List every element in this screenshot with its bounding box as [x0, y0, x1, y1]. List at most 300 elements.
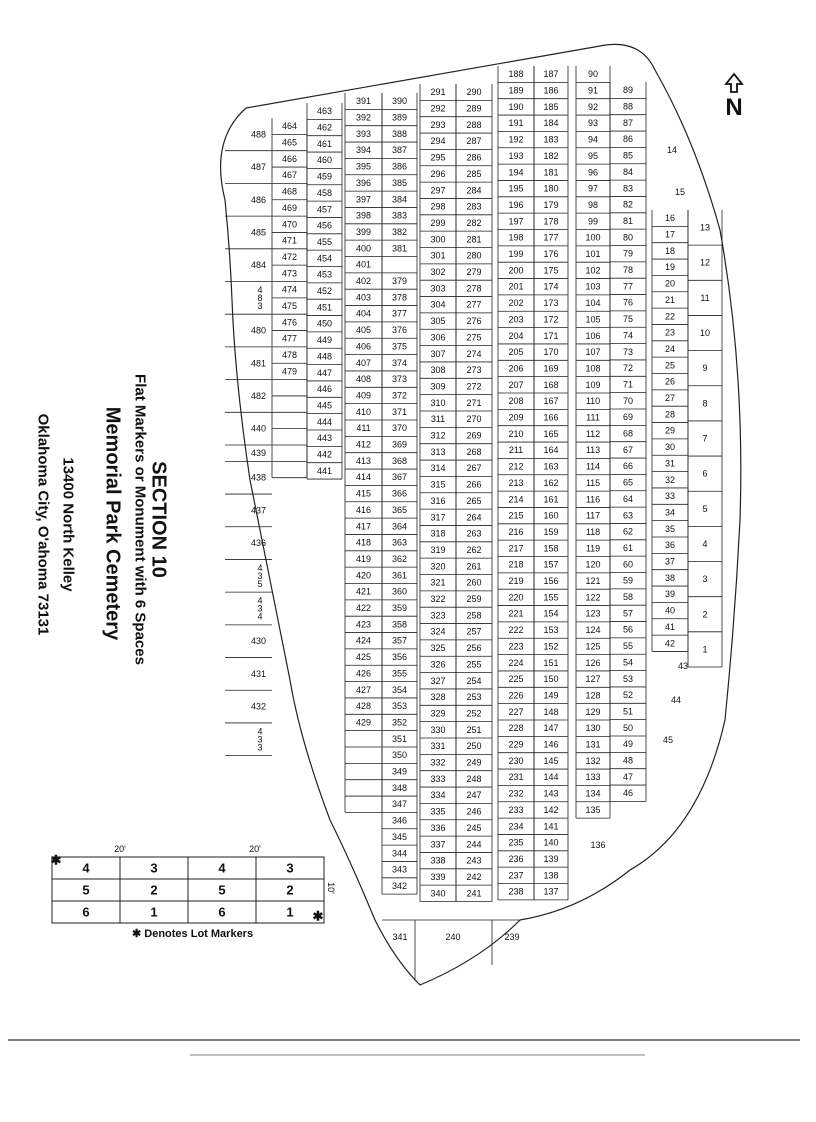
plot-51: 51 — [622, 706, 634, 717]
plot-389: 389 — [391, 112, 408, 123]
plot-243: 243 — [466, 855, 482, 866]
plot-231: 231 — [508, 772, 524, 783]
plot-57: 57 — [622, 608, 634, 619]
plot-stacked-digit: 3 — [257, 570, 263, 581]
plot-473: 473 — [281, 268, 298, 279]
plot-88: 88 — [622, 101, 634, 112]
plot-162: 162 — [543, 477, 559, 488]
plot-310: 310 — [430, 397, 446, 408]
plot-10: 10 — [699, 328, 711, 339]
plot-79: 79 — [622, 248, 634, 259]
plot-415: 415 — [355, 488, 372, 499]
plot-488: 488 — [250, 129, 267, 140]
plot-196: 196 — [508, 199, 524, 210]
plot-68: 68 — [622, 428, 634, 439]
plot-469: 469 — [281, 202, 298, 213]
plot-54: 54 — [622, 657, 634, 668]
plot-60: 60 — [622, 559, 634, 570]
plot-171: 171 — [543, 330, 559, 341]
plot-191: 191 — [508, 118, 524, 129]
plot-449: 449 — [316, 335, 333, 346]
plot-102: 102 — [585, 265, 601, 276]
plot-169: 169 — [543, 363, 559, 374]
lot-space-number: 4 — [82, 860, 90, 876]
plot-381: 381 — [391, 243, 408, 254]
plot-484: 484 — [250, 260, 267, 271]
plot-120: 120 — [585, 559, 601, 570]
plot-24: 24 — [664, 343, 676, 354]
lot-space-number: 1 — [286, 904, 294, 920]
plot-85: 85 — [622, 150, 634, 161]
plot-457: 457 — [316, 204, 333, 215]
plot-301: 301 — [430, 250, 446, 261]
plot-375: 375 — [391, 341, 408, 352]
plot-302: 302 — [430, 267, 446, 278]
plot-460: 460 — [316, 155, 333, 166]
plot-176: 176 — [543, 249, 559, 260]
plot-237: 237 — [508, 870, 524, 881]
plot-332: 332 — [430, 757, 446, 768]
plot-458: 458 — [316, 187, 333, 198]
plot-250: 250 — [466, 741, 482, 752]
plot-269: 269 — [466, 430, 482, 441]
plot-135: 135 — [585, 804, 601, 815]
plot-82: 82 — [622, 199, 634, 210]
plot-61: 61 — [622, 542, 634, 553]
plot-75: 75 — [622, 314, 634, 325]
plot-470: 470 — [281, 219, 298, 230]
plot-30: 30 — [664, 442, 676, 453]
plot-126: 126 — [585, 657, 601, 668]
plot-stacked-digit: 3 — [257, 742, 263, 753]
plot-267: 267 — [466, 463, 482, 474]
plot-292: 292 — [430, 103, 446, 114]
plot-23: 23 — [664, 327, 676, 338]
plot-393: 393 — [355, 128, 372, 139]
plot-424: 424 — [355, 635, 372, 646]
plot-178: 178 — [543, 216, 559, 227]
plot-451: 451 — [316, 302, 333, 313]
plot-122: 122 — [585, 592, 601, 603]
plot-145: 145 — [543, 755, 559, 766]
plot-407: 407 — [355, 357, 372, 368]
plot-228: 228 — [508, 723, 524, 734]
plot-478: 478 — [281, 350, 298, 361]
plot-70: 70 — [622, 395, 634, 406]
plot-405: 405 — [355, 325, 372, 336]
plot-131: 131 — [585, 739, 601, 750]
plot-185: 185 — [543, 101, 559, 112]
plot-348: 348 — [391, 782, 408, 793]
plot-359: 359 — [391, 603, 408, 614]
plot-3: 3 — [702, 574, 708, 585]
plot-118: 118 — [585, 526, 601, 537]
plot-323: 323 — [430, 610, 446, 621]
plot-369: 369 — [391, 439, 408, 450]
plot-stacked-digit: 4 — [257, 726, 263, 737]
plot-45: 45 — [662, 735, 674, 745]
plot-362: 362 — [391, 553, 408, 564]
plot-382: 382 — [391, 226, 408, 237]
plot-63: 63 — [622, 510, 634, 521]
plot-55: 55 — [622, 641, 634, 652]
plot-127: 127 — [585, 674, 601, 685]
plot-431: 431 — [250, 668, 267, 679]
plot-221: 221 — [508, 608, 524, 619]
plot-152: 152 — [543, 641, 559, 652]
plot-439: 439 — [250, 448, 267, 459]
plot-321: 321 — [430, 577, 446, 588]
plot-278: 278 — [466, 283, 482, 294]
plot-189: 189 — [508, 85, 524, 96]
plot-346: 346 — [391, 815, 408, 826]
plot-314: 314 — [430, 463, 446, 474]
plot-115: 115 — [585, 477, 601, 488]
plot-160: 160 — [543, 510, 559, 521]
plot-487: 487 — [250, 162, 267, 173]
plot-397: 397 — [355, 194, 372, 205]
plot-77: 77 — [622, 281, 634, 292]
plot-303: 303 — [430, 283, 446, 294]
plot-464: 464 — [281, 121, 298, 132]
plot-100: 100 — [585, 232, 601, 243]
plot-328: 328 — [430, 692, 446, 703]
plot-356: 356 — [391, 652, 408, 663]
plot-462: 462 — [316, 122, 333, 133]
plot-215: 215 — [508, 510, 524, 521]
plot-355: 355 — [391, 668, 408, 679]
plot-245: 245 — [466, 822, 482, 833]
street-address: 13400 North Kelley — [59, 457, 77, 592]
plot-224: 224 — [508, 657, 524, 668]
plot-71: 71 — [622, 379, 634, 390]
plot-338: 338 — [430, 855, 446, 866]
plot-156: 156 — [543, 576, 559, 587]
plot-447: 447 — [316, 367, 333, 378]
plot-365: 365 — [391, 504, 408, 515]
plot-440: 440 — [250, 423, 267, 434]
plot-475: 475 — [281, 301, 298, 312]
plot-390: 390 — [391, 96, 408, 107]
plot-62: 62 — [622, 526, 634, 537]
plot-222: 222 — [508, 625, 524, 636]
plot-197: 197 — [508, 216, 524, 227]
plot-372: 372 — [391, 390, 408, 401]
plot-22: 22 — [664, 311, 676, 322]
lot-space-number: 5 — [82, 882, 90, 898]
plot-317: 317 — [430, 512, 446, 523]
plot-86: 86 — [622, 134, 634, 145]
plot-423: 423 — [355, 619, 372, 630]
plot-110: 110 — [585, 396, 601, 407]
plot-11: 11 — [700, 292, 710, 303]
plot-125: 125 — [585, 641, 601, 652]
plot-295: 295 — [430, 152, 446, 163]
plot-455: 455 — [316, 236, 333, 247]
plot-149: 149 — [543, 690, 559, 701]
plot-341: 341 — [392, 932, 408, 942]
plot-477: 477 — [281, 333, 298, 344]
plot-263: 263 — [466, 528, 482, 539]
plot-421: 421 — [355, 586, 372, 597]
plot-247: 247 — [466, 790, 482, 801]
plot-190: 190 — [508, 101, 524, 112]
plot-315: 315 — [430, 479, 446, 490]
lot-space-number: 6 — [82, 904, 90, 920]
plot-398: 398 — [355, 210, 372, 221]
plot-257: 257 — [466, 626, 482, 637]
plot-158: 158 — [543, 543, 559, 554]
plot-232: 232 — [508, 788, 524, 799]
plot-437: 437 — [250, 505, 267, 516]
plot-340: 340 — [430, 888, 446, 899]
plot-454: 454 — [316, 253, 333, 264]
plot-466: 466 — [281, 153, 298, 164]
plot-345: 345 — [391, 831, 408, 842]
plot-363: 363 — [391, 537, 408, 548]
plot-335: 335 — [430, 806, 446, 817]
plot-413: 413 — [355, 455, 372, 466]
plot-141: 141 — [543, 821, 559, 832]
plot-44: 44 — [670, 695, 682, 705]
plot-170: 170 — [543, 347, 559, 358]
plot-294: 294 — [430, 136, 446, 147]
plot-66: 66 — [622, 461, 634, 472]
plot-72: 72 — [622, 363, 634, 374]
plot-43: 43 — [677, 661, 689, 671]
plot-418: 418 — [355, 537, 372, 548]
plot-134: 134 — [585, 788, 601, 799]
plot-111: 111 — [586, 412, 600, 423]
plot-428: 428 — [355, 701, 372, 712]
plot-239: 239 — [504, 932, 520, 942]
section-subtitle: Flat Markers or Monument with 6 Spaces — [131, 374, 149, 665]
plot-291: 291 — [430, 87, 446, 98]
plot-402: 402 — [355, 276, 372, 287]
plot-465: 465 — [281, 137, 298, 148]
plot-47: 47 — [622, 771, 634, 782]
plot-456: 456 — [316, 220, 333, 231]
plot-83: 83 — [622, 183, 634, 194]
plot-383: 383 — [391, 210, 408, 221]
plot-442: 442 — [316, 449, 333, 460]
plot-173: 173 — [543, 298, 559, 309]
plot-264: 264 — [466, 512, 482, 523]
plot-211: 211 — [508, 445, 524, 456]
plot-307: 307 — [430, 348, 446, 359]
plot-288: 288 — [466, 119, 482, 130]
plot-420: 420 — [355, 570, 372, 581]
plot-299: 299 — [430, 217, 446, 228]
plot-482: 482 — [250, 390, 267, 401]
plot-137: 137 — [543, 886, 559, 897]
plot-130: 130 — [585, 723, 601, 734]
plot-184: 184 — [543, 118, 559, 129]
plot-352: 352 — [391, 717, 408, 728]
plot-50: 50 — [622, 722, 634, 733]
plot-stacked-digit: 3 — [257, 300, 263, 311]
lot-depth-label: 10' — [326, 882, 336, 894]
plot-412: 412 — [355, 439, 372, 450]
plot-377: 377 — [391, 308, 408, 319]
plot-285: 285 — [466, 168, 482, 179]
plot-293: 293 — [430, 119, 446, 130]
plot-46: 46 — [622, 788, 634, 799]
plot-119: 119 — [585, 543, 601, 554]
plot-stacked-digit: 3 — [257, 734, 263, 745]
plot-217: 217 — [508, 543, 524, 554]
plot-467: 467 — [281, 170, 298, 181]
plot-227: 227 — [508, 706, 524, 717]
plot-49: 49 — [622, 739, 634, 750]
plot-438: 438 — [250, 472, 267, 483]
plot-238: 238 — [508, 886, 524, 897]
plot-205: 205 — [508, 347, 524, 358]
plot-453: 453 — [316, 269, 333, 280]
plot-235: 235 — [508, 837, 524, 848]
plot-277: 277 — [466, 299, 482, 310]
plot-5: 5 — [702, 503, 708, 514]
plot-306: 306 — [430, 332, 446, 343]
plot-164: 164 — [543, 445, 559, 456]
plot-58: 58 — [622, 592, 634, 603]
plot-97: 97 — [587, 183, 599, 194]
plot-16: 16 — [664, 213, 676, 224]
plot-19: 19 — [664, 262, 676, 273]
plot-117: 117 — [585, 510, 601, 521]
plot-stacked-digit: 3 — [257, 603, 263, 614]
plot-325: 325 — [430, 643, 446, 654]
plot-73: 73 — [622, 346, 634, 357]
plot-13: 13 — [699, 222, 711, 233]
plot-38: 38 — [664, 572, 676, 583]
plot-411: 411 — [356, 423, 371, 434]
plot-330: 330 — [430, 724, 446, 735]
plot-99: 99 — [587, 216, 599, 227]
plot-322: 322 — [430, 594, 446, 605]
plot-105: 105 — [585, 314, 601, 325]
plot-357: 357 — [391, 635, 408, 646]
plot-244: 244 — [466, 839, 482, 850]
plot-8: 8 — [702, 398, 708, 409]
plot-248: 248 — [466, 773, 482, 784]
plot-59: 59 — [622, 575, 634, 586]
plot-394: 394 — [355, 145, 372, 156]
cemetery-name: Memorial Park Cemetery — [101, 406, 124, 641]
plot-207: 207 — [508, 379, 524, 390]
plot-287: 287 — [466, 136, 482, 147]
plot-410: 410 — [355, 406, 372, 417]
plot-391: 391 — [355, 96, 372, 107]
plot-34: 34 — [664, 507, 676, 518]
lot-space-number: 3 — [150, 860, 158, 876]
plot-404: 404 — [355, 308, 372, 319]
plot-280: 280 — [466, 250, 482, 261]
plot-81: 81 — [622, 215, 634, 226]
plot-96: 96 — [587, 167, 599, 178]
plot-9: 9 — [702, 363, 708, 374]
plot-476: 476 — [281, 317, 298, 328]
plot-166: 166 — [543, 412, 559, 423]
plot-216: 216 — [508, 526, 524, 537]
plot-27: 27 — [664, 393, 676, 404]
plot-7: 7 — [702, 433, 708, 444]
plot-347: 347 — [391, 799, 408, 810]
plot-180: 180 — [543, 183, 559, 194]
plot-168: 168 — [543, 379, 559, 390]
plot-336: 336 — [430, 822, 446, 833]
plot-396: 396 — [355, 177, 372, 188]
plot-193: 193 — [508, 150, 524, 161]
plot-262: 262 — [466, 544, 482, 555]
plot-290: 290 — [466, 87, 482, 98]
plot-300: 300 — [430, 234, 446, 245]
plot-485: 485 — [250, 227, 267, 238]
plot-136: 136 — [590, 840, 606, 850]
plot-388: 388 — [391, 128, 408, 139]
plot-195: 195 — [508, 183, 524, 194]
plot-103: 103 — [585, 281, 601, 292]
plot-236: 236 — [508, 853, 524, 864]
plot-28: 28 — [664, 409, 676, 420]
plot-218: 218 — [508, 559, 524, 570]
plot-18: 18 — [664, 245, 676, 256]
plot-342: 342 — [391, 880, 408, 891]
plot-172: 172 — [543, 314, 559, 325]
plot-108: 108 — [585, 363, 601, 374]
plot-351: 351 — [391, 733, 408, 744]
plot-12: 12 — [699, 257, 711, 268]
plot-241: 241 — [466, 888, 482, 899]
plot-167: 167 — [543, 396, 559, 407]
plot-255: 255 — [466, 659, 482, 670]
plot-436: 436 — [250, 538, 267, 549]
plot-233: 233 — [508, 804, 524, 815]
plot-113: 113 — [585, 445, 601, 456]
plot-144: 144 — [543, 772, 559, 783]
plot-406: 406 — [355, 341, 372, 352]
plot-200: 200 — [508, 265, 524, 276]
north-label: N — [725, 94, 743, 121]
plot-133: 133 — [585, 772, 601, 783]
plot-92: 92 — [587, 101, 599, 112]
plot-183: 183 — [543, 134, 559, 145]
plot-331: 331 — [430, 741, 446, 752]
plot-188: 188 — [508, 69, 524, 80]
plot-177: 177 — [543, 232, 559, 243]
plot-349: 349 — [391, 766, 408, 777]
plot-174: 174 — [543, 281, 559, 292]
plot-258: 258 — [466, 610, 482, 621]
plot-6: 6 — [702, 468, 708, 479]
plot-128: 128 — [585, 690, 601, 701]
plot-417: 417 — [355, 521, 372, 532]
plot-219: 219 — [508, 576, 524, 587]
plot-32: 32 — [664, 474, 676, 485]
plot-142: 142 — [543, 804, 559, 815]
plot-271: 271 — [466, 397, 482, 408]
plot-471: 471 — [281, 235, 298, 246]
plot-266: 266 — [466, 479, 482, 490]
plot-151: 151 — [543, 657, 559, 668]
plot-208: 208 — [508, 396, 524, 407]
plot-42: 42 — [664, 638, 676, 649]
plot-308: 308 — [430, 365, 446, 376]
plot-199: 199 — [508, 249, 524, 260]
plot-226: 226 — [508, 690, 524, 701]
plot-448: 448 — [316, 351, 333, 362]
plot-15: 15 — [674, 187, 686, 197]
